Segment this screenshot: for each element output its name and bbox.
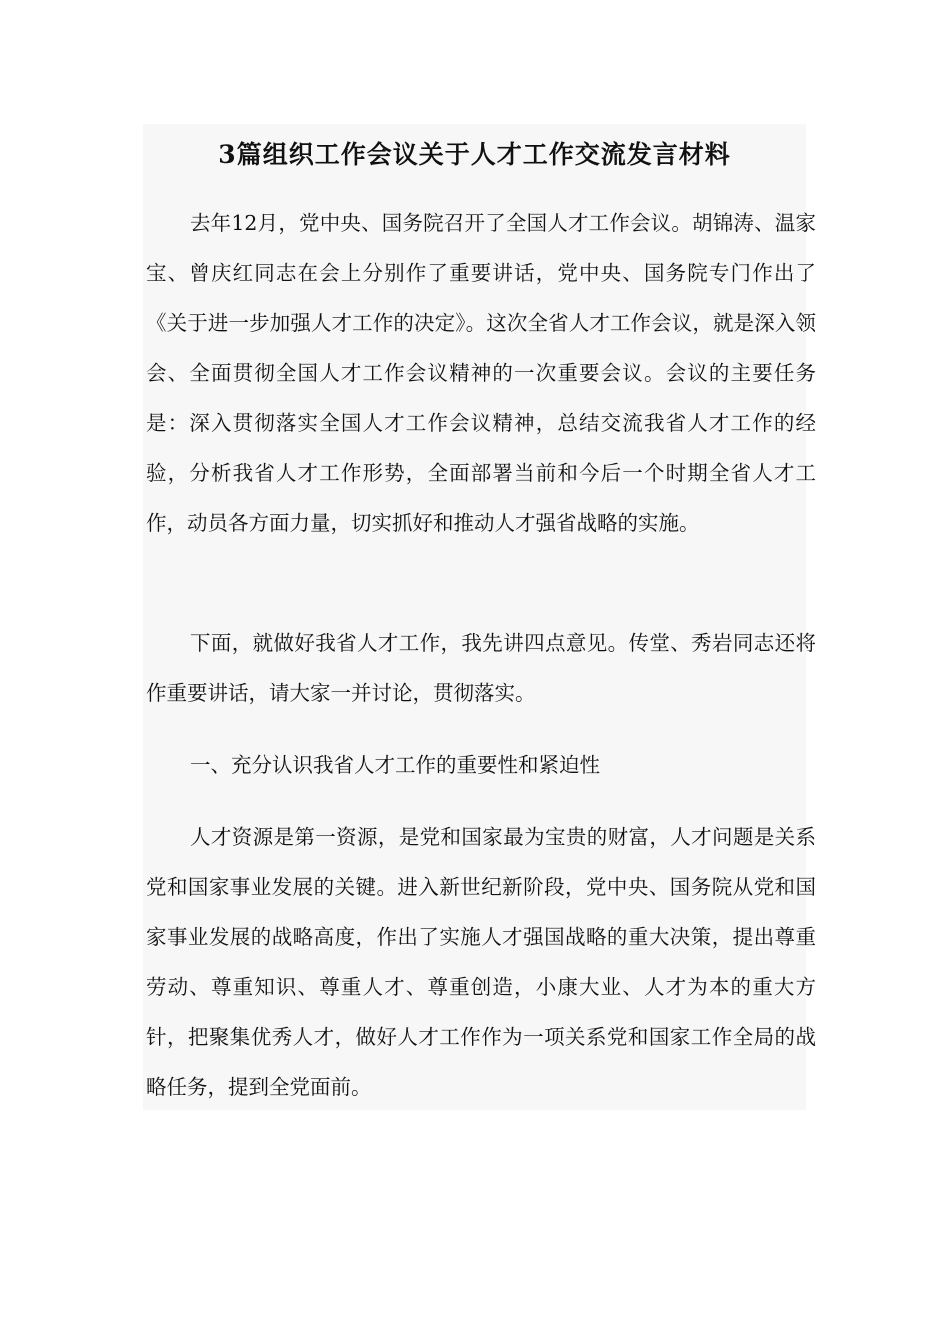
document-title: 3篇组织工作会议关于人才工作交流发言材料	[218, 140, 731, 169]
paragraph-talent-resource: 人才资源是第一资源，是党和国家最为宝贵的财富，人才问题是关系党和国家事业发展的关键。进入新世纪新阶段，党中央、国务院从党和国家事业发展的战略高度，作出了实施人才强国战略的重大决策，提出尊重劳动、尊重知识、尊重人才、尊重创造，小康大业、人才为本的重大方针，把聚集优秀人才，做好人才工作作为一项关系党和国家工作全局的战略任务，提到全党面前。	[146, 825, 816, 1099]
section-heading-1: 一、充分认识我省人才工作的重要性和紧迫性	[190, 753, 600, 777]
paragraph-outline: 下面，就做好我省人才工作，我先讲四点意见。传堂、秀岩同志还将作重要讲话，请大家一并讨论，贯彻落实。	[146, 631, 816, 705]
paragraph-intro: 去年12月，党中央、国务院召开了全国人才工作会议。胡锦涛、温家宝、曾庆红同志在会上分别作了重要讲话，党中央、国务院专门作出了《关于进一步加强人才工作的决定》。这次全省人才工作会议，就是深入领会、全面贯彻全国人才工作会议精神的一次重要会议。会议的主要任务是：深入贯彻落实全国人才工作会议精神，总结交流我省人才工作的经验，分析我省人才工作形势，全面部署当前和今后一个时期全省人才工作，动员各方面力量，切实抓好和推动人才强省战略的实施。	[146, 211, 816, 535]
